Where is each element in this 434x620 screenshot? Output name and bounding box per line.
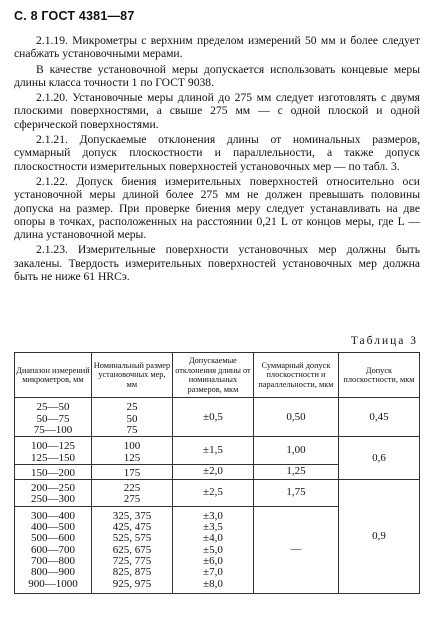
table-row (15, 398, 420, 437)
flatness-cell: 0,45 (338, 398, 419, 437)
paragraph: 2.1.19. Микрометры с верхним пределом измерений 50 мм и более следует снабжать установочными мерами. (14, 34, 420, 61)
deviation-cell: ±2,0 (172, 464, 253, 479)
table-header-row (15, 353, 420, 398)
table-caption: Таблица 3 (350, 335, 418, 347)
header-size: Номинальный размер установочных мер, мм (91, 353, 172, 398)
sum-tolerance-cell: — (253, 506, 338, 593)
range-cell: 100—125 125—150 (15, 437, 92, 465)
size-cell: 225 275 (91, 480, 172, 507)
flatness-cell: 0,9 (338, 480, 419, 594)
range-cell: 300—400 400—500 500—600 600—700 700—800 800—900 900—1000 (15, 506, 92, 593)
deviation-cell: ±1,5 (172, 437, 253, 465)
sum-tolerance-cell: 0,50 (253, 398, 338, 437)
header-deviation: Допускаемые отклонения длины от номинальных размеров, мкм (172, 353, 253, 398)
table-row (15, 437, 420, 465)
paragraph: 2.1.20. Установочные меры длиной до 275 мм следует изготовлять с двумя плоскими поверхностями, а свыше 275 мм — с одной плоской и одной сферической поверхностями. (14, 91, 420, 131)
header-flatness: Допуск плоскостности, мкм (338, 353, 419, 398)
deviation-cell: ±3,0 ±3,5 ±4,0 ±5,0 ±6,0 ±7,0 ±8,0 (172, 506, 253, 593)
range-cell: 200—250 250—300 (15, 480, 92, 507)
deviation-cell: ±0,5 (172, 398, 253, 437)
paragraph: 2.1.22. Допуск биения измерительных поверхностей относительно оси установочной меры длиной более 275 мм не должен превышать половины допуска на размер. При проверке биения меру следует устанавливать на две опоры в точках, расположенных на расстоянии 0,21 L от концов меры, где L — длина установочной меры. (14, 174, 420, 242)
range-cell: 25—50 50—75 75—100 (15, 398, 92, 437)
paragraph: 2.1.21. Допускаемые отклонения длины от номинальных размеров, суммарный допуск плоскостности и параллельности, а также допуск плоскостности измерительных поверхностей установочных мер — по табл. 3. (14, 133, 420, 173)
sum-tolerance-cell: 1,75 (253, 480, 338, 507)
size-cell: 325, 375 425, 475 525, 575 625, 675 725, 775 825, 875 925, 975 (91, 506, 172, 593)
sum-tolerance-cell: 1,25 (253, 464, 338, 479)
size-cell: 100 125 (91, 437, 172, 465)
header-sum-tolerance: Суммарный допуск плоскостности и параллельности, мкм (253, 353, 338, 398)
table-3 (14, 352, 420, 594)
range-cell: 150—200 (15, 464, 92, 479)
paragraph: 2.1.23. Измерительные поверхности установочных мер должны быть закалены. Твердость измерительных поверхностей установочных мер должна быть не ниже 61 HRCэ. (14, 243, 420, 284)
table-row (15, 480, 420, 507)
flatness-cell: 0,6 (338, 437, 419, 480)
header-range: Диапазон измерений микрометров, мм (15, 353, 92, 398)
paragraph: В качестве установочной меры допускается использовать концевые меры длины класса точности 1 по ГОСТ 9038. (14, 62, 420, 89)
body-text (14, 34, 420, 285)
size-cell: 25 50 75 (91, 398, 172, 437)
deviation-cell: ±2,5 (172, 480, 253, 507)
page-header: С. 8 ГОСТ 4381—87 (14, 9, 135, 23)
size-cell: 175 (91, 464, 172, 479)
sum-tolerance-cell: 1,00 (253, 437, 338, 465)
